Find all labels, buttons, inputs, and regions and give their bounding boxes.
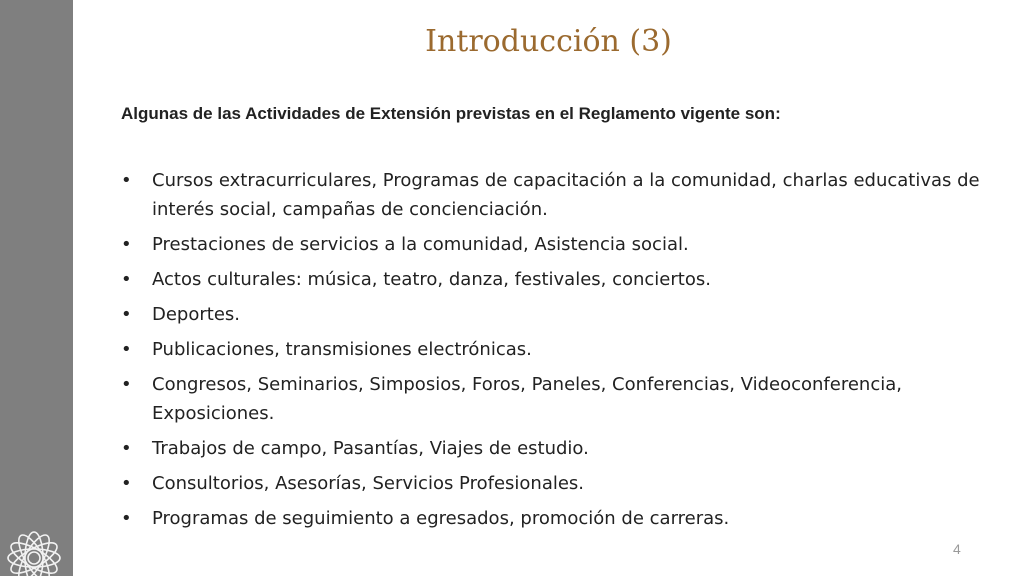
- bullet-item: [121, 504, 981, 533]
- sidebar-decoration: [0, 0, 73, 576]
- bullet-icon: •: [121, 374, 132, 395]
- bullet-item: [121, 230, 981, 259]
- bullet-icon: •: [121, 304, 132, 325]
- bullet-item: [121, 434, 981, 463]
- intro-text: Algunas de las Actividades de Extensión previstas en el Reglamento vigente son:: [121, 104, 781, 123]
- bullet-icon: •: [121, 339, 132, 360]
- bullet-text: Programas de seguimiento a egresados, promoción de carreras.: [152, 508, 730, 529]
- bullet-list: [121, 166, 981, 539]
- bullet-icon: •: [121, 473, 132, 494]
- bullet-text: Prestaciones de servicios a la comunidad, Asistencia social.: [152, 234, 689, 255]
- flower-emblem-icon: [0, 518, 73, 576]
- bullet-item: [121, 370, 981, 428]
- bullet-text: Publicaciones, transmisiones electrónicas.: [152, 339, 532, 360]
- bullet-text: Actos culturales: música, teatro, danza, festivales, conciertos.: [152, 269, 711, 290]
- bullet-text: Trabajos de campo, Pasantías, Viajes de estudio.: [152, 438, 589, 459]
- bullet-text: Cursos extracurriculares, Programas de capacitación a la comunidad, charlas educativas de interés social, campañas de concienciación.: [152, 170, 980, 220]
- slide-title: Introducción (3): [425, 24, 672, 59]
- bullet-text: Congresos, Seminarios, Simposios, Foros, Paneles, Conferencias, Videoconferencia, Exposiciones.: [152, 374, 902, 424]
- bullet-item: [121, 265, 981, 294]
- bullet-icon: •: [121, 269, 132, 290]
- bullet-icon: •: [121, 170, 132, 191]
- bullet-text: Consultorios, Asesorías, Servicios Profesionales.: [152, 473, 585, 494]
- bullet-icon: •: [121, 438, 132, 459]
- bullet-item: [121, 469, 981, 498]
- page-number: 4: [953, 541, 961, 557]
- bullet-item: [121, 300, 981, 329]
- bullet-text: Deportes.: [152, 304, 241, 325]
- bullet-item: [121, 166, 981, 224]
- bullet-item: [121, 335, 981, 364]
- bullet-icon: •: [121, 508, 132, 529]
- bullet-icon: •: [121, 234, 132, 255]
